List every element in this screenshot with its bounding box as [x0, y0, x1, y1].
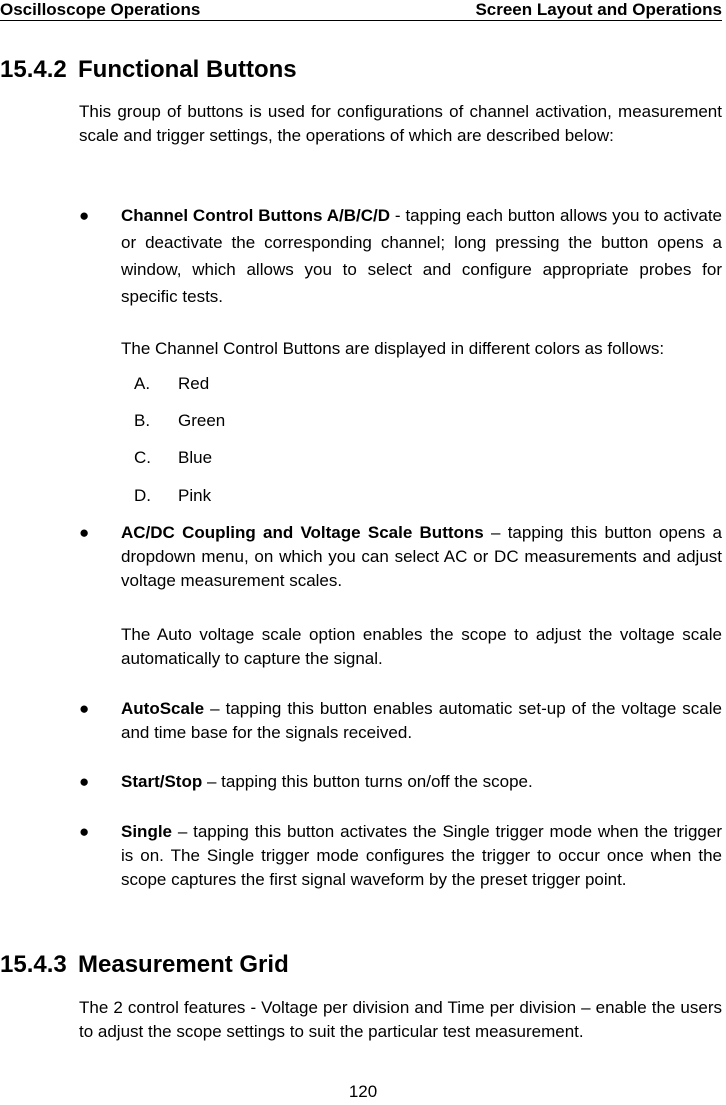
bullet-text: - tapping each button allows you to activate or deactivate the corresponding channel; long pressing the button opens a window, which allows you to select and configure appropriate probes for specific tests. — [121, 206, 722, 306]
bullet-acdc-coupling — [121, 521, 722, 593]
bullet-label: AutoScale — [121, 699, 205, 718]
bullet-label: Single — [121, 822, 173, 841]
bullet-label: Channel Control Buttons A/B/C/D — [121, 206, 391, 225]
bullet-marker: ● — [79, 699, 90, 718]
bullet-marker: ● — [79, 206, 90, 225]
section-heading-measurement-grid — [0, 951, 289, 979]
bullet-text: – tapping this button activates the Single trigger mode when the trigger is on. The Single trigger mode configures the trigger to occur once when the scope captures the first signal waveform by the preset trigger point. — [121, 822, 722, 889]
section-intro: This group of buttons is used for configurations of channel activation, measurement scale and trigger settings, the operations of which are described below: — [79, 102, 722, 145]
section-number: 15.4.3 — [0, 951, 67, 978]
page-header — [0, 0, 722, 21]
bullet-channel-control — [121, 202, 722, 310]
section-title: Measurement Grid — [78, 951, 289, 978]
page-number: 120 — [348, 1082, 378, 1101]
bullet-text: – tapping this button enables automatic set-up of the voltage scale and time base for the signals received. — [121, 699, 722, 742]
bullet-label: Start/Stop — [121, 772, 203, 791]
section-number: 15.4.2 — [0, 56, 67, 83]
auto-voltage-note: The Auto voltage scale option enables the scope to adjust the voltage scale automatically to capture the signal. — [121, 625, 722, 668]
measurement-grid-body: The 2 control features - Voltage per division and Time per division – enable the users to adjust the scope settings to suit the particular test measurement. — [79, 998, 722, 1041]
header-section-title: Screen Layout and Operations — [475, 0, 722, 19]
channel-colors-note: The Channel Control Buttons are displayed in different colors as follows: — [121, 339, 665, 358]
bullet-single — [121, 820, 722, 892]
bullet-start-stop — [121, 770, 722, 794]
bullet-label: AC/DC Coupling and Voltage Scale Buttons — [121, 523, 484, 542]
bullet-marker: ● — [79, 523, 90, 542]
bullet-text: – tapping this button turns on/off the scope. — [202, 772, 533, 791]
bullet-marker: ● — [79, 822, 90, 841]
section-title: Functional Buttons — [78, 56, 297, 83]
section-heading-functional-buttons — [0, 56, 297, 84]
bullet-text: – tapping this button opens a dropdown menu, on which you can select AC or DC measurements and adjust voltage measurement scales. — [121, 523, 722, 590]
bullet-marker: ● — [79, 772, 90, 791]
header-chapter-title: Oscilloscope Operations — [0, 0, 201, 19]
bullet-autoscale — [121, 697, 722, 745]
